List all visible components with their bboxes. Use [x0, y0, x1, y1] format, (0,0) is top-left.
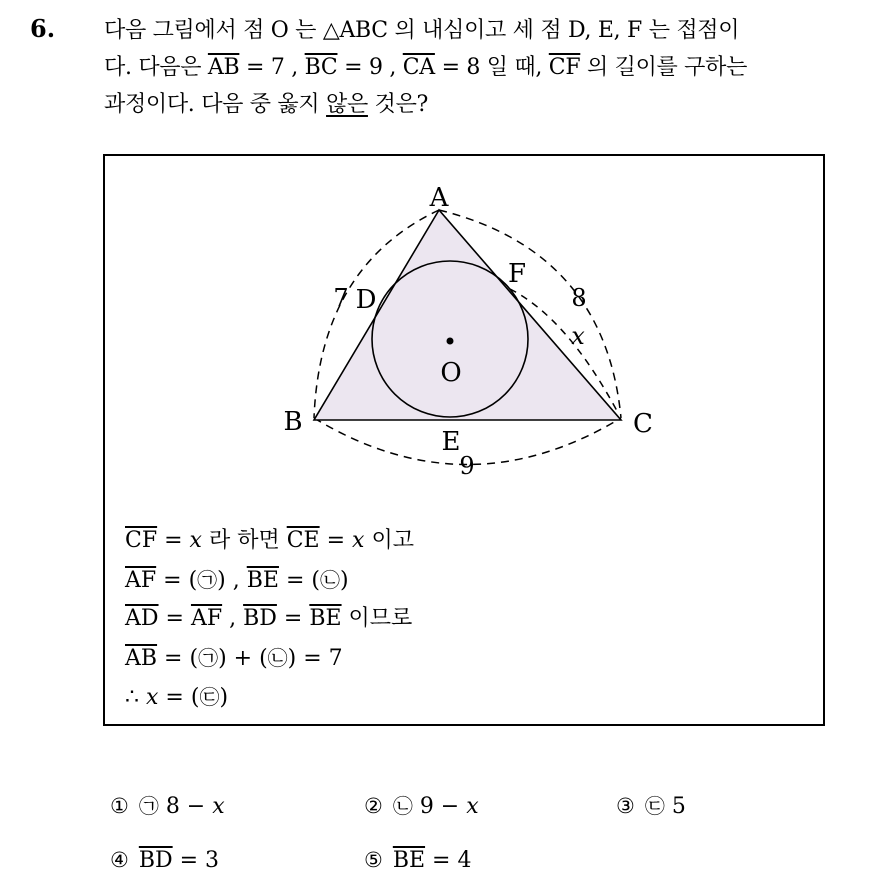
segment-ca: $\overline{CA}$: [402, 55, 435, 80]
stem-text: 다음 그림에서 점 O 는 △ABC 의 내심이고 세 점 D, E, F 는 접점이: [104, 18, 740, 43]
step-text: ) = 7: [287, 645, 343, 671]
step-text: = (: [158, 685, 200, 710]
step-text: 라 하면: [201, 528, 287, 553]
step-2: [125, 561, 414, 601]
blank-marker: ㉠: [138, 794, 159, 818]
step-text: =: [158, 606, 191, 631]
choice-2[interactable]: [364, 790, 479, 819]
step-text: ): [339, 567, 349, 593]
stem-text: = 7 ,: [239, 55, 305, 80]
tangent-d-label: D: [355, 285, 377, 315]
question-stem: [104, 12, 874, 123]
stem-text: = 8 일 때,: [434, 55, 549, 80]
tangent-e-label: E: [441, 427, 461, 457]
step-text: ) + (: [218, 645, 268, 671]
stem-text: = 9 ,: [337, 55, 403, 80]
incircle-triangle-figure: [105, 156, 823, 516]
choice-text: 8 −: [158, 794, 213, 819]
step-text: ∴: [125, 685, 146, 710]
segment-af: $\overline{AF}$: [190, 606, 223, 631]
solution-box: [103, 154, 825, 726]
blank-marker: ㉠: [197, 567, 218, 592]
step-text: = (: [157, 645, 199, 671]
stem-line-3: [104, 86, 874, 123]
incenter-label: O: [440, 358, 462, 388]
blank-marker: ㉡: [392, 794, 413, 818]
step-text: 이고: [364, 528, 414, 553]
step-text: =: [319, 528, 353, 553]
step-text: ): [219, 685, 229, 710]
choice-4[interactable]: [110, 848, 219, 873]
segment-bc: $\overline{BC}$: [304, 55, 338, 80]
tangent-f-label: F: [507, 259, 527, 289]
step-text: ) ,: [217, 567, 247, 593]
choice-number: ①: [110, 794, 129, 818]
segment-cf: $\overline{CF}$: [548, 55, 581, 80]
step-5: [125, 678, 414, 718]
question-number: 6.: [30, 14, 56, 43]
blank-marker: ㉢: [644, 794, 665, 818]
stem-text: 것은?: [367, 92, 429, 117]
variable-x: x: [146, 685, 159, 710]
incenter-point: [447, 338, 454, 345]
variable-x: x: [352, 528, 365, 553]
blank-marker: ㉡: [319, 567, 340, 592]
segment-ab: $\overline{AB}$: [207, 55, 240, 80]
variable-x: x: [189, 528, 202, 553]
choice-number: ③: [616, 794, 635, 818]
variable-x-label: x: [571, 322, 585, 350]
step-text: 이므로: [341, 606, 413, 631]
segment-be: $\overline{BE}$: [246, 567, 279, 593]
vertex-a-label: A: [429, 183, 449, 213]
blank-marker: ㉢: [199, 685, 220, 709]
segment-af: $\overline{AF}$: [125, 567, 157, 593]
segment-bd: $\overline{BD}$: [243, 606, 277, 631]
side-bc-length: 9: [459, 452, 475, 480]
step-text: = (: [278, 567, 320, 593]
step-3: [125, 600, 414, 639]
blank-marker: ㉠: [198, 645, 219, 670]
stem-line-1: [104, 12, 874, 49]
side-ca-length: 8: [571, 284, 587, 312]
choice-text: = 4: [425, 848, 472, 873]
triangle-abc: [314, 210, 621, 420]
choice-number: ②: [364, 794, 383, 818]
segment-be: $\overline{BE}$: [392, 848, 426, 873]
step-4: [125, 639, 414, 679]
solution-steps: [125, 522, 414, 718]
choice-text: 9 −: [412, 794, 467, 819]
stem-text: 의 길이를 구하는: [580, 55, 748, 80]
segment-ce: $\overline{CE}$: [286, 528, 320, 553]
choice-3[interactable]: [616, 790, 686, 819]
choice-1[interactable]: [110, 790, 225, 819]
choice-number: ⑤: [364, 848, 383, 872]
underlined-not: 않은: [326, 92, 368, 117]
segment-cf: $\overline{CF}$: [125, 528, 158, 553]
step-1: [125, 522, 414, 561]
variable-x: x: [466, 794, 479, 819]
stem-line-2: [104, 49, 874, 86]
choice-text: 5: [664, 794, 686, 819]
step-text: = (: [156, 567, 198, 593]
blank-marker: ㉡: [267, 645, 288, 670]
choice-text: = 3: [172, 848, 220, 873]
side-ab-length: 7: [333, 284, 349, 312]
segment-bd: $\overline{BD}$: [138, 848, 173, 873]
stem-text: 과정이다. 다음 중 옳지: [104, 92, 327, 117]
vertex-c-label: C: [633, 409, 653, 439]
step-text: ,: [222, 606, 244, 631]
choice-number: ④: [110, 848, 129, 872]
stem-text: 다. 다음은: [104, 55, 208, 80]
variable-x: x: [212, 794, 225, 819]
segment-ab: $\overline{AB}$: [125, 645, 158, 671]
segment-ad: $\overline{AD}$: [125, 606, 159, 631]
step-text: =: [276, 606, 310, 631]
choice-5[interactable]: [364, 848, 471, 873]
segment-be: $\overline{BE}$: [309, 606, 342, 631]
vertex-b-label: B: [283, 407, 303, 437]
step-text: =: [157, 528, 190, 553]
